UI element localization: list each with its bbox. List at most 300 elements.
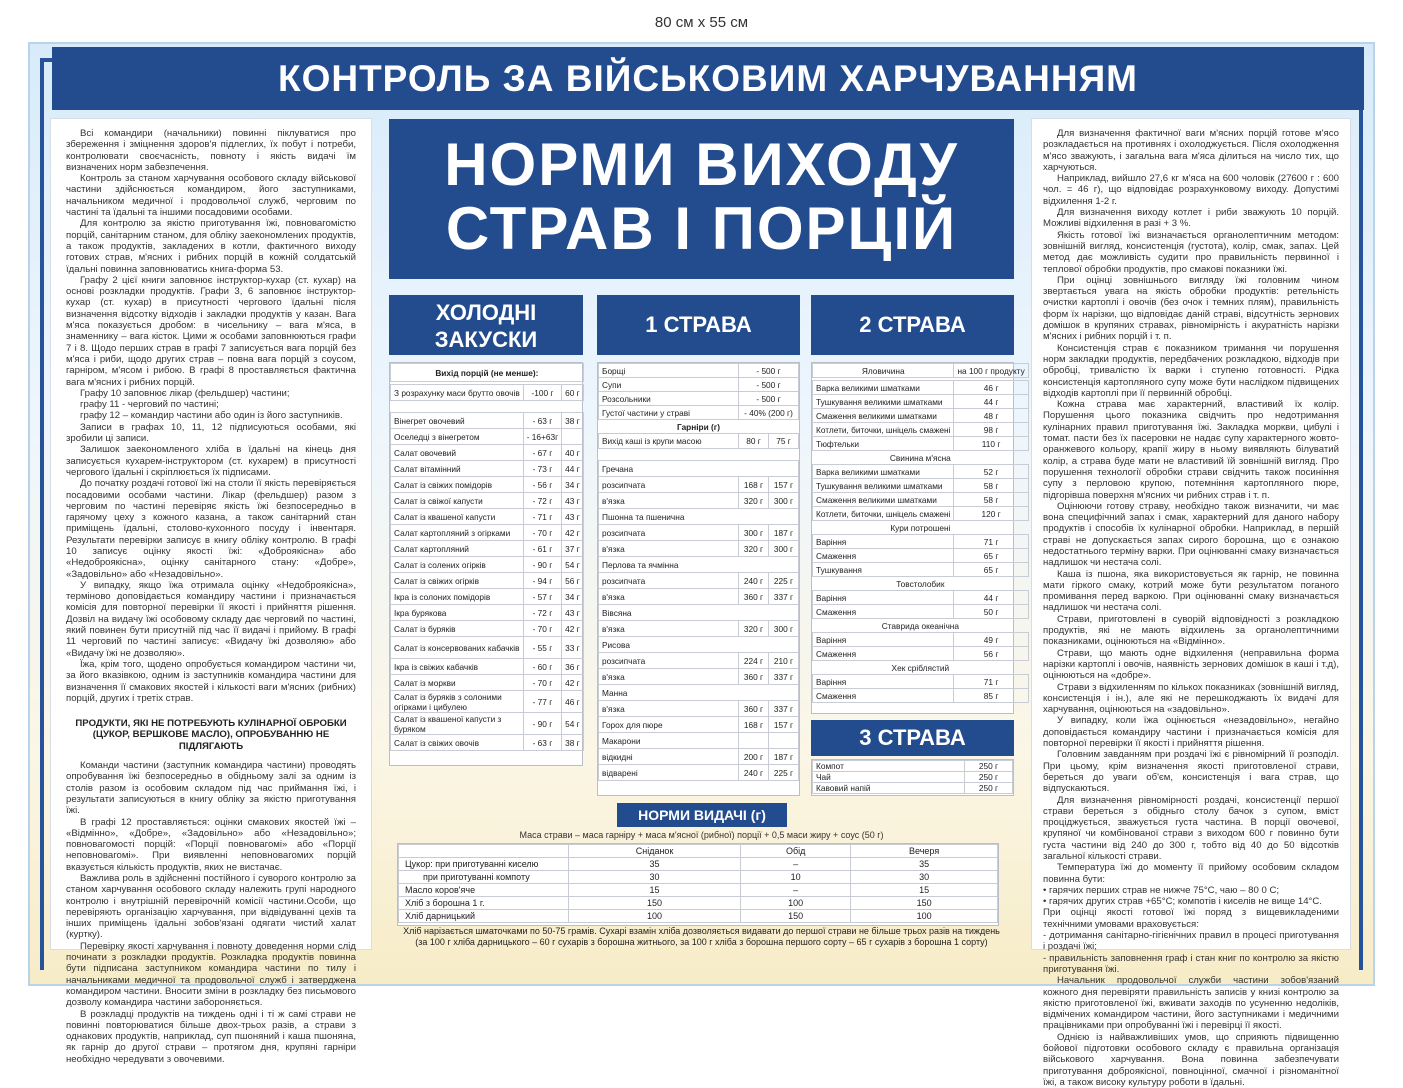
table-cell: - 500 г (739, 392, 799, 406)
first-course-header: 1 СТРАВА (597, 295, 800, 355)
table-cell: 58 г (954, 479, 1028, 493)
paragraph: В розкладці продуктів на тиждень одні і ті ж самі страви не повинні повторюватися більше двох-трьох разів, а страви з однакових продуктів, наприклад, суп пшоняний і каша пшоняна, як гарнір до другої страви – протягом дня, крупяні гарніри необхідно чередувати з овочевими. (66, 1008, 356, 1065)
table-cell: 38 г (562, 413, 584, 429)
table-cell: 85 г (954, 689, 1028, 703)
table-cell: - 73 г (523, 461, 561, 477)
table-row (399, 871, 998, 884)
table-row (813, 381, 1029, 395)
table-cell: 337 г (769, 589, 799, 605)
table-cell: Густої частини у страві (599, 406, 739, 420)
table-cell: Чай (813, 772, 965, 783)
table-cell: 337 г (769, 701, 799, 717)
paragraph: Наприклад, вийшло 27,6 кг м'яса на 600 чоловік (27600 г : 600 чол. = 46 г), що відповідає розрахунковому виходу. Допустимі відхилення 1-2 г. (1043, 173, 1339, 207)
table-cell: 225 г (769, 765, 799, 781)
table-cell: - 56 г (523, 477, 561, 493)
table-row (391, 477, 584, 493)
table-cell: Товстолобик (813, 577, 1029, 591)
cold-snacks-table (389, 362, 583, 766)
table-row (813, 647, 1029, 661)
table-cell: Сніданок (569, 845, 741, 858)
group-row (813, 577, 1029, 591)
table-cell: Вихід порцій (не менше): (391, 364, 584, 382)
table-row (599, 364, 799, 378)
table-cell: Салат із свіжих огірків (391, 573, 524, 589)
table-cell: Ставрида океанічна (813, 619, 1029, 633)
table-cell: Розсольники (599, 392, 739, 406)
paragraph: Для визначення рівномірності роздачі, консистенції першої страви береться з обідньго столу бачок з супом, вміст проціджується, зважується густа частина. В порції овочевої, крупяної чи комбінованої страви з виходом 600 г повинно бути густа частини від 240 до 300 г, тобто від 40 до 50 відсотків загальної кількості страви. (1043, 794, 1339, 862)
table-cell: 300 г (769, 541, 799, 557)
table-cell: Смаження (813, 549, 954, 563)
table-cell: - 67 г (523, 445, 561, 461)
main-title (389, 119, 1014, 279)
third-course-header: 3 СТРАВА (811, 720, 1014, 756)
table-cell: відкидні (599, 749, 739, 765)
table-cell: Салат картопляний з огірками (391, 525, 524, 541)
table-cell: 30 (569, 871, 741, 884)
table-cell: 42 г (562, 525, 584, 541)
table-cell: -100 г (523, 385, 561, 401)
table-cell: - 90 г (523, 713, 561, 735)
table-cell: 38 г (562, 735, 584, 751)
table-row (813, 549, 1029, 563)
paragraph: Консистенція страв є показником тримання чи порушення норм закладки продуктів, передбачених розкладкою, відходів при обробці, тривалістю їх варки і ступеню готовності. Рідка консистенція картопляного супу може бути наслідком підвищених відходів картоплі при її первинній обробці. (1043, 342, 1339, 399)
table-cell: 157 г (769, 477, 799, 493)
table-cell: Вінегрет овочевий (391, 413, 524, 429)
table-cell: Хліб дарницький (399, 910, 569, 923)
table-row (599, 434, 799, 449)
table-cell: 250 г (965, 772, 1013, 783)
paragraph: Оцінюючи готову страву, необхідно також визначити, чи має вона специфічний запах і смак, характерний для даного набору продуктів і способів їх кулінарної обробки. Наприклад, в першій страві не допускається запах сирого борошна, що є ознакою недостатнього терміну варки. При оцінюванні смаку визначається надлишок чи нестача солі. (1043, 500, 1339, 569)
table-row (599, 525, 799, 541)
table-row (813, 465, 1029, 479)
table-cell: в'язка (599, 669, 739, 685)
table-cell: 71 г (954, 535, 1028, 549)
table-cell: 110 г (954, 437, 1028, 451)
table-row (813, 675, 1029, 689)
bread-note-line-2: (за 100 г хліба дарницького – 60 г сухарів з борошна житнього, за 100 г хліба з борошна першого сорту – 65 г сухарів з борошна 1 сорту) (415, 937, 988, 947)
table-cell: 320 г (739, 541, 769, 557)
table-cell: 75 г (769, 434, 799, 449)
first-course-table (597, 362, 800, 796)
paragraph: Графу 10 заповнює лікар (фельдшер) частини; (80, 387, 290, 399)
paragraph: Каша із пшона, яка використовується як гарнір, не повинна мати гіркого смаку, котрий може бути результатом поганого промивання перед варкою. При оцінюванні смаку визначається надлишок чи нестача солі. (1043, 568, 1339, 614)
table-cell: Тушкування (813, 563, 954, 577)
table-cell: Кавовий напій (813, 783, 965, 794)
table-cell: 187 г (769, 749, 799, 765)
table-cell: Смаження (813, 689, 954, 703)
paragraph: Страви, що мають одне відхилення (неправильна форма нарізки картоплі і овочів, наявність зернових домішок в каші і т.д), оцінюються на «добре». (1043, 647, 1339, 682)
paragraph: Контроль за станом харчування особового складу військової частини здійснюється командиром, його заступниками, начальником медичної і продовольчої служб, черговим по частині та їдальні та іншими посадовими особами. (66, 173, 356, 219)
paragraph: Страви, приготовлені в суворій відповідності з розкладкою продуктів, які не мають відхилень за органолептичними показниками, оцінюються на «Відмінно». (1043, 613, 1339, 648)
table-cell: 320 г (739, 493, 769, 509)
table-row (599, 733, 799, 749)
table-cell: 58 г (954, 493, 1028, 507)
table-row (391, 385, 584, 401)
table-row (813, 772, 1013, 783)
table-cell: Салат із квашеної капусти з буряком (391, 713, 524, 735)
paragraph: У випадку, якщо їжа отримала оцінку «Недоброякісна», терміново доповідається командиру частини і призначається комісія для повторної перевірки її якості і прийняття рішення. Дозвіл на видачу їжі особовому складу дає черговий по частині, який повинен бути присутній під час її видачі і прийому. В графі 11 черговий по частині записує: «Видачу їжі дозволяю» або «Видачу їжі не дозволяю». (66, 579, 356, 659)
table-cell: - 71 г (523, 509, 561, 525)
table-cell: Салат овочевий (391, 445, 524, 461)
table-cell: 157 г (769, 717, 799, 733)
table-row (813, 563, 1029, 577)
table-cell: З розрахунку маси брутто овочів (391, 385, 524, 401)
table-cell (769, 733, 799, 749)
table-cell: 225 г (769, 573, 799, 589)
table-cell: Смаження великими шматками (813, 493, 954, 507)
table-row (599, 701, 799, 717)
group-row (813, 451, 1029, 465)
table-row (813, 409, 1029, 423)
table-cell: 10 (741, 871, 851, 884)
table-row (813, 493, 1029, 507)
table-cell: 60 г (562, 385, 584, 401)
paragraph: графу 12 – командир частини або один із його заступників. (80, 410, 343, 422)
table-cell: 40 г (562, 445, 584, 461)
table-cell (599, 449, 799, 461)
table-cell: Хек сріблястий (813, 661, 1029, 675)
table-cell: 300 г (769, 493, 799, 509)
table-cell: Свинина м'ясна (813, 451, 1029, 465)
table-cell: 150 (741, 910, 851, 923)
table-cell: 30 (851, 871, 998, 884)
right-text-column (1031, 118, 1351, 1088)
paragraph: В графі 12 проставляється: оцінки смакових якостей їжі – «Відмінно», «Добре», «Задовільно» або «Незадовільно»; повновагомості порцій: «Порції повновагомі» або «Порції неповновагомі». При виявленні неповновагомих порцій вказується кількість продуктів, яких не вистачає. (66, 816, 356, 873)
table-cell: Салат із свіжих помідорів (391, 477, 524, 493)
table-row (813, 479, 1029, 493)
paragraph: • гарячих перших страв не нижче 75°С, чаю – 80 0 С; (1043, 884, 1280, 896)
table-cell: 200 г (739, 749, 769, 765)
table-cell: Варка великими шматками (813, 381, 954, 395)
table-row (813, 591, 1029, 605)
table-cell: 98 г (954, 423, 1028, 437)
issue-norms-header: НОРМИ ВИДАЧІ (г) (617, 803, 787, 827)
table-cell: 44 г (954, 591, 1028, 605)
poster-banner: КОНТРОЛЬ ЗА ВІЙСЬКОВИМ ХАРЧУВАННЯМ (52, 47, 1364, 110)
table-cell: 50 г (954, 605, 1028, 619)
paragraph: графу 11 - черговий по частині; (80, 399, 219, 411)
group-row (813, 661, 1029, 675)
table-cell: 36 г (562, 659, 584, 675)
table-cell: розсипчата (599, 573, 739, 589)
table-row (391, 413, 584, 429)
table-cell: Перлова та ячмінна (599, 557, 799, 573)
table-cell: Варіння (813, 633, 954, 647)
table-row (391, 445, 584, 461)
table-row (391, 675, 584, 691)
table-cell: 100 (851, 910, 998, 923)
table-row (813, 633, 1029, 647)
table-cell: Салат із свіжих овочів (391, 735, 524, 751)
table-cell: Масло коров'яче (399, 884, 569, 897)
table-cell: 34 г (562, 477, 584, 493)
paragraph: - правильність заповнення граф і стан книг по контролю за якістю приготування їжі. (1043, 952, 1339, 975)
table-cell: 300 г (739, 525, 769, 541)
bread-note-line-1: Хліб нарізається шматочками по 50-75 грамів. Сухарі взамін хліба дозволяється видавати до першої страви не більше трьох разів на тиждень (403, 926, 1000, 936)
table-cell: Горох для пюре (599, 717, 739, 733)
table-cell: Вечеря (851, 845, 998, 858)
table-cell: 65 г (954, 549, 1028, 563)
paragraph: Для визначення виходу котлет і риби зважують 10 порцій. Можливі відхилення в разі + 3 %. (1043, 207, 1339, 230)
paragraph: Якість готової їжі визначається органолептичним методом: зовнішній вигляд, консистенція (густота), колір, смак, запах. Цей метод дає можливість судити про правильність первинної і теплової обробки продуктів, про смакові показники їжі. (1043, 229, 1339, 275)
table-cell: Салат із квашеної капусти (391, 509, 524, 525)
table-cell: 49 г (954, 633, 1028, 647)
table-cell: - 55 г (523, 637, 561, 659)
table-row (399, 858, 998, 871)
table-cell: Хліб з борошна 1 г. (399, 897, 569, 910)
table-cell: 56 г (562, 573, 584, 589)
paragraph: Для контролю за якістю приготування їжі, повновагомістю порцій, санітарним станом, для обліку заекономлених продуктів, а також продуктів, закладених в котли, фактичного виходу готових страв, м'ясних і рибних порцій в кожній солдатській їдальні повинна заповнюватись книга-форма 53. (66, 218, 356, 275)
table-cell: - 77 г (523, 691, 561, 713)
table-cell: 34 г (562, 589, 584, 605)
table-cell: - 63 г (523, 735, 561, 751)
table-cell: Яловичина (813, 364, 954, 378)
paragraph: Однією із найважливіших умов, що сприяють підвищенню бойової підготовки особового складу є правильна організація військового харчування. Вона повинна забезпечувати приготування доброякісної, повноцінної, смачної і різноманітної їжі, а також високу культуру роботи в їдальні. (1043, 1031, 1339, 1088)
table-cell: 100 (569, 910, 741, 923)
table-cell: - 500 г (739, 364, 799, 378)
table-row (391, 573, 584, 589)
table-row (599, 493, 799, 509)
table-cell: 320 г (739, 621, 769, 637)
table-cell: Тушкування великими шматками (813, 479, 954, 493)
table-row (599, 669, 799, 685)
table-cell: Вівсяна (599, 605, 799, 621)
table-cell: 250 г (965, 761, 1013, 772)
table-row (399, 884, 998, 897)
table-row (391, 525, 584, 541)
table-cell: 37 г (562, 541, 584, 557)
table-cell: 56 г (954, 647, 1028, 661)
table-cell: 42 г (562, 621, 584, 637)
table-row (599, 749, 799, 765)
second-course-table (811, 362, 1025, 714)
table-row (813, 437, 1029, 451)
table-cell: в'язка (599, 493, 739, 509)
table-row (391, 691, 584, 713)
table-cell: Супи (599, 378, 739, 392)
table-row (391, 509, 584, 525)
table-row (813, 423, 1029, 437)
group-row (599, 637, 799, 653)
table-cell: 250 г (965, 783, 1013, 794)
table-cell: - 72 г (523, 493, 561, 509)
table-row (391, 541, 584, 557)
table-cell (399, 845, 569, 858)
table-cell: 240 г (739, 573, 769, 589)
table-row (813, 535, 1029, 549)
table-cell: 120 г (954, 507, 1028, 521)
table-cell: 43 г (562, 509, 584, 525)
paragraph: Головним завданням при роздачі їжі є рівномірний її розподіл. При цьому, крім визначення якості приготовленої страви, береться до уваги об'єм, консистенція і вага страв, що відпускаються. (1043, 749, 1339, 795)
table-cell: Смаження (813, 605, 954, 619)
table-header (399, 845, 998, 858)
table-cell: в'язка (599, 589, 739, 605)
table-cell: 48 г (954, 409, 1028, 423)
table-cell: 44 г (562, 461, 584, 477)
table-row (813, 783, 1013, 794)
table-cell: Салат із буряків з солоними огірками і цибулею (391, 691, 524, 713)
table-cell: – (741, 884, 851, 897)
issue-norms-table (397, 843, 999, 926)
paragraph: Для визначення фактичної ваги м'ясних порцій готове м'ясо розкладається на противнях і охолоджується. Після охолодження м'ясо зважують, і загальна вага м'яса ділиться на число тих, що харчуються. (1043, 128, 1339, 173)
table-cell: 54 г (562, 713, 584, 735)
paragraph: У випадку, коли їжа оцінюється «незадовільно», негайно доповідається командиру частини і призначається комісія для повторної перевірки її якості і прийняття рішення. (1043, 715, 1339, 750)
table-cell: 150 (851, 897, 998, 910)
table-row (599, 765, 799, 781)
table-cell: 46 г (954, 381, 1028, 395)
table-row (813, 507, 1029, 521)
paragraph: Всі командири (начальники) повинні піклуватися про збереження і зміцнення здоров'я підлеглих, їх побут і потреби, контролювати своєчасність, повноту і якість видачі їм визначених норм забезпечення. (66, 128, 356, 173)
table-cell: 42 г (562, 675, 584, 691)
table-row (391, 557, 584, 573)
paragraph: Їжа, крім того, щодено опробується командиром частини чи, за його вказівкою, одним із заступників командира частини для визначення її смакових якостей і кількості ваги м'ясних (рибних) порцій, других і третіх страв. (66, 658, 356, 704)
paragraph: При оцінці якості готової їжі поряд з вищевикладеними технічними умовами враховується: (1043, 907, 1339, 930)
table-cell: 360 г (739, 589, 769, 605)
paragraph: - дотримання санітарно-гігієнічних правил в процесі приготування і роздачі їжі; (1043, 930, 1339, 953)
group-row (599, 557, 799, 573)
table-cell: Борщі (599, 364, 739, 378)
table-cell: - 57 г (523, 589, 561, 605)
table-row (599, 589, 799, 605)
table-cell: Ікра бурякова (391, 605, 524, 621)
table-cell (562, 429, 584, 445)
table-cell: - 72 г (523, 605, 561, 621)
table-row (813, 761, 1013, 772)
table-cell: 337 г (769, 669, 799, 685)
table-row (391, 713, 584, 735)
third-course-table (811, 759, 1014, 796)
table-cell: 65 г (954, 563, 1028, 577)
table-row (599, 420, 799, 434)
table-cell: - 60 г (523, 659, 561, 675)
table-cell: розсипчата (599, 477, 739, 493)
table-row (599, 541, 799, 557)
table-cell: Ікра із свіжих кабачків (391, 659, 524, 675)
table-cell: 15 (569, 884, 741, 897)
table-cell: 44 г (954, 395, 1028, 409)
table-row (391, 429, 584, 445)
table-cell: в'язка (599, 621, 739, 637)
table-cell: 187 г (769, 525, 799, 541)
table-cell: Варіння (813, 535, 954, 549)
table-row (391, 605, 584, 621)
table-row (599, 378, 799, 392)
table-header (391, 364, 584, 382)
table-cell: - 40% (200 г) (739, 406, 799, 420)
table-cell: - 500 г (739, 378, 799, 392)
group-row (813, 619, 1029, 633)
table-cell: Салат із моркви (391, 675, 524, 691)
size-label: 80 см х 55 см (654, 14, 749, 31)
paragraph: Температура їжі до моменту її прийому особовим складом повинна бути: (1043, 862, 1339, 885)
table-cell (739, 733, 769, 749)
table-cell: 168 г (739, 717, 769, 733)
table-cell: Манна (599, 685, 799, 701)
table-cell: 33 г (562, 637, 584, 659)
table-cell: Гречана (599, 461, 799, 477)
paragraph: Начальник продовольчої служби частини зобов'язаний кожного дня перевіряти правильність записів у книзі контролю за якістю приготовленої їжі, вживати заходів по усуненню недоліків, відмічених командиром частини, його заступниками і медичними працівниками при опробуванні їжі і перевірці її якості. (1043, 975, 1339, 1032)
table-cell: 168 г (739, 477, 769, 493)
table-cell: - 16+63г (523, 429, 561, 445)
table-cell: Обід (741, 845, 851, 858)
table-cell: 360 г (739, 701, 769, 717)
table-cell: 35 (569, 858, 741, 871)
table-cell: Тюфтельки (813, 437, 954, 451)
table-row (391, 493, 584, 509)
table-cell: 15 (851, 884, 998, 897)
main-title-line-1: НОРМИ ВИХОДУ (444, 131, 959, 198)
table-cell: 52 г (954, 465, 1028, 479)
table-row (391, 589, 584, 605)
table-cell: - 90 г (523, 557, 561, 573)
table-cell: в'язка (599, 701, 739, 717)
table-row (599, 653, 799, 669)
table-cell: Салат із буряків (391, 621, 524, 637)
second-course-header: 2 СТРАВА (811, 295, 1014, 355)
table-cell: - 70 г (523, 675, 561, 691)
table-cell: 150 (569, 897, 741, 910)
table-cell: Салат із солених огірків (391, 557, 524, 573)
table-cell: Пшонна та пшенична (599, 509, 799, 525)
table-row (813, 395, 1029, 409)
table-cell: Рисова (599, 637, 799, 653)
table-cell: Варіння (813, 591, 954, 605)
group-row (599, 605, 799, 621)
table-cell: Салат картопляний (391, 541, 524, 557)
table-cell: Компот (813, 761, 965, 772)
paragraph: Страви з відхиленням по кількох показниках (зовнішній вигляд, консистенція і ін.), але які не перешкоджають їх видачі для харчування, оцінюються на «задовільно». (1043, 681, 1339, 716)
paragraph: Записи в графах 10, 11, 12 підписуються особами, які зробили ці записи. (66, 421, 356, 445)
table-cell: – (741, 858, 851, 871)
table-cell: Кури потрошені (813, 521, 1029, 535)
table-cell: 210 г (769, 653, 799, 669)
group-row (599, 461, 799, 477)
table-cell: 100 (741, 897, 851, 910)
paragraph: До початку роздачі готової їжі на столи її якість перевіряється посадовими особами частини. Лікар (фельдшер) разом з черговим по частині перевіряє якість їжі безпосередньо в гарячому цеху з кожного казана, а також санітарний стан приміщень їдальні, столово-кухонного посуду і інвентаря. Результати перевірки записує в книгу обліку контролю. В графі 10 записує оцінку якості їжі: «Доброякісна» або «Недоброякісна», оцінку санітарного стану: «Добре», «Задовільно» або «Незадовільно». (66, 478, 356, 580)
table-row (599, 406, 799, 420)
paragraph: Кожна страва має характерний, властивий їх колір. Порушення цього показника свідчить про недотримання кулінарних правил приготування їжі. Закладка моркви, цибулі і томат. пасти без їх пасеровки не надає супу характерного жовто-оранжевого кольору, крапії жиру в ньому виявляють білуватий колір, а страва буде мати не властивий їй зовнішній вигляд. Про порушення технології обробки страви свідчить також посиніння супу з перловою крупою, потемніння картопляного пюре, підгорівша поверхня м'ясних чи рибних страв і т. п. (1043, 399, 1339, 501)
main-title-line-2: СТРАВ І ПОРЦІЙ (445, 195, 958, 262)
table-cell: - 61 г (523, 541, 561, 557)
table-cell: 43 г (562, 493, 584, 509)
table-cell: Варка великими шматками (813, 465, 954, 479)
table-cell: в'язка (599, 541, 739, 557)
group-row (599, 685, 799, 701)
table-cell: Макарони (599, 733, 739, 749)
table-row (391, 461, 584, 477)
table-cell: - 70 г (523, 621, 561, 637)
table-cell (391, 401, 584, 413)
table-row (391, 735, 584, 751)
table-row (399, 910, 998, 923)
table-cell: - 63 г (523, 413, 561, 429)
table-cell: - 70 г (523, 525, 561, 541)
table-cell: Салат із консервованих кабачків (391, 637, 524, 659)
group-row (813, 521, 1029, 535)
table-cell: 80 г (739, 434, 769, 449)
table-cell: 54 г (562, 557, 584, 573)
table-cell: 300 г (769, 621, 799, 637)
table-row (391, 659, 584, 675)
table-cell: Смаження (813, 647, 954, 661)
table-cell: Тушкування великими шматками (813, 395, 954, 409)
table-row (599, 392, 799, 406)
group-row (599, 509, 799, 525)
table-cell: Салат вітамінний (391, 461, 524, 477)
paragraph: Графу 2 цієї книги заповнює інструктор-кухар (ст. кухар) на основі розкладки продуктів. Графи 3, 6 заповнює інструктор-кухар (ст. кухар) в присутності чергового їдальні після визначення відсотку відходів і закладки продуктів у казан. Вага м'яса показується дробом: в чисельнику – вага м'яса, в знаменнику – вага кісток. Цими ж особами заповнюються графи 7 і 8. Щодо перших страв в графі 7 записується вага порцій без м'яса і риби, щодо других страв – повна вага порцій з соусом, гарніром, м'ясом і рибою. В графі 8 проставляється фактична вага м'ясних і рибних порцій. (66, 274, 356, 388)
paragraph: Залишок заекономленого хліба в їдальні на кінець дня записується кухарем-інструктором (ст. кухарем) в присутності чергового їдальні і скріплюється їх підписами. (66, 444, 356, 478)
table-cell: 35 (851, 858, 998, 871)
